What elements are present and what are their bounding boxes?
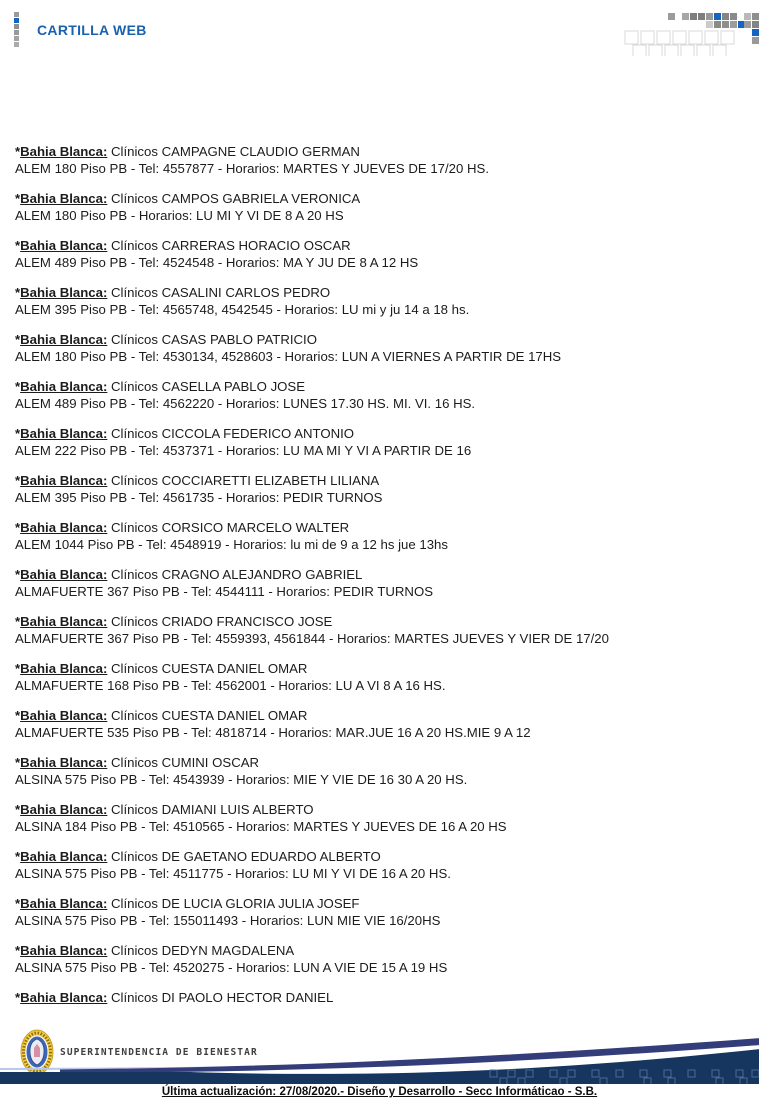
provider-entry xyxy=(15,378,749,412)
last-update-line: Última actualización: 27/08/2020.- Diseño y Desarrollo - Secc Informáticao - S.B. xyxy=(161,1086,598,1098)
entry-title: Clínicos CUESTA DANIEL OMAR xyxy=(107,661,308,676)
entry-details: ALEM 180 Piso PB - Horarios: LU MI Y VI DE 8 A 20 HS xyxy=(15,208,344,223)
entry-title: Clínicos CICCOLA FEDERICO ANTONIO xyxy=(107,426,355,441)
provider-entry xyxy=(15,660,749,694)
entry-heading xyxy=(15,613,749,630)
entry-title: Clínicos CRAGNO ALEJANDRO GABRIEL xyxy=(107,567,363,582)
entry-title: Clínicos CAMPAGNE CLAUDIO GERMAN xyxy=(107,144,360,159)
entry-title: Clínicos CAMPOS GABRIELA VERONICA xyxy=(107,191,361,206)
entry-location: Bahia Blanca: xyxy=(20,473,108,488)
entry-details: ALSINA 184 Piso PB - Tel: 4510565 - Horarios: MARTES Y JUEVES DE 16 A 20 HS xyxy=(15,819,507,834)
provider-entry xyxy=(15,425,749,459)
entry-heading xyxy=(15,566,749,583)
entry-prefix: * xyxy=(15,943,21,958)
entry-location: Bahia Blanca: xyxy=(20,661,108,676)
entry-title: Clínicos CASALINI CARLOS PEDRO xyxy=(107,285,331,300)
entry-prefix: * xyxy=(15,144,21,159)
entry-prefix: * xyxy=(15,285,21,300)
entry-prefix: * xyxy=(15,191,21,206)
entry-location: Bahia Blanca: xyxy=(20,379,108,394)
header-square-strip-decoration xyxy=(13,12,20,52)
entry-location: Bahia Blanca: xyxy=(20,144,108,159)
entry-location: Bahia Blanca: xyxy=(20,896,108,911)
provider-entry xyxy=(15,143,749,177)
entry-location: Bahia Blanca: xyxy=(20,285,108,300)
entry-title: Clínicos CRIADO FRANCISCO JOSE xyxy=(107,614,333,629)
entry-prefix: * xyxy=(15,802,21,817)
provider-entry xyxy=(15,848,749,882)
entry-heading xyxy=(15,801,749,818)
entry-details: ALMAFUERTE 168 Piso PB - Tel: 4562001 - Horarios: LU A VI 8 A 16 HS. xyxy=(15,678,446,693)
provider-entry xyxy=(15,754,749,788)
entry-prefix: * xyxy=(15,238,21,253)
entry-heading xyxy=(15,143,749,160)
entry-prefix: * xyxy=(15,520,21,535)
provider-entry xyxy=(15,519,749,553)
entry-details: ALEM 1044 Piso PB - Tel: 4548919 - Horarios: lu mi de 9 a 12 hs jue 13hs xyxy=(15,537,448,552)
entry-heading xyxy=(15,895,749,912)
entry-heading xyxy=(15,989,749,1006)
entry-title: Clínicos CASAS PABLO PATRICIO xyxy=(107,332,317,347)
entry-heading xyxy=(15,707,749,724)
entry-details: ALSINA 575 Piso PB - Tel: 4520275 - Horarios: LUN A VIE DE 15 A 19 HS xyxy=(15,960,448,975)
entry-prefix: * xyxy=(15,755,21,770)
entry-prefix: * xyxy=(15,896,21,911)
provider-entry xyxy=(15,942,749,976)
entry-details: ALEM 489 Piso PB - Tel: 4524548 - Horarios: MA Y JU DE 8 A 12 HS xyxy=(15,255,419,270)
entry-heading xyxy=(15,425,749,442)
entry-details: ALEM 489 Piso PB - Tel: 4562220 - Horarios: LUNES 17.30 HS. MI. VI. 16 HS. xyxy=(15,396,476,411)
provider-entry xyxy=(15,237,749,271)
entry-location: Bahia Blanca: xyxy=(20,238,108,253)
entry-heading xyxy=(15,754,749,771)
entry-heading xyxy=(15,378,749,395)
entry-prefix: * xyxy=(15,332,21,347)
provider-list xyxy=(15,143,749,1019)
provider-entry xyxy=(15,331,749,365)
entry-title: Clínicos DEDYN MAGDALENA xyxy=(107,943,295,958)
entry-location: Bahia Blanca: xyxy=(20,802,108,817)
entry-prefix: * xyxy=(15,567,21,582)
entry-title: Clínicos DE GAETANO EDUARDO ALBERTO xyxy=(107,849,381,864)
entry-title: Clínicos CARRERAS HORACIO OSCAR xyxy=(107,238,351,253)
entry-details: ALEM 395 Piso PB - Tel: 4565748, 4542545 - Horarios: LU mi y ju 14 a 18 hs. xyxy=(15,302,470,317)
entry-heading xyxy=(15,848,749,865)
provider-entry xyxy=(15,566,749,600)
entry-title: Clínicos CASELLA PABLO JOSE xyxy=(107,379,306,394)
org-name: SUPERINTENDENCIA DE BIENESTAR xyxy=(60,1047,258,1058)
entry-details: ALEM 222 Piso PB - Tel: 4537371 - Horarios: LU MA MI Y VI A PARTIR DE 16 xyxy=(15,443,472,458)
entry-details: ALSINA 575 Piso PB - Tel: 155011493 - Horarios: LUN MIE VIE 16/20HS xyxy=(15,913,441,928)
entry-title: Clínicos DE LUCIA GLORIA JULIA JOSEF xyxy=(107,896,360,911)
entry-heading xyxy=(15,190,749,207)
provider-entry xyxy=(15,707,749,741)
entry-prefix: * xyxy=(15,379,21,394)
entry-title: Clínicos DAMIANI LUIS ALBERTO xyxy=(107,802,314,817)
entry-details: ALEM 180 Piso PB - Tel: 4530134, 4528603 - Horarios: LUN A VIERNES A PARTIR DE 17HS xyxy=(15,349,562,364)
entry-location: Bahia Blanca: xyxy=(20,426,108,441)
entry-location: Bahia Blanca: xyxy=(20,567,108,582)
entry-title: Clínicos DI PAOLO HECTOR DANIEL xyxy=(107,990,334,1005)
provider-entry xyxy=(15,801,749,835)
entry-location: Bahia Blanca: xyxy=(20,708,108,723)
entry-title: Clínicos CORSICO MARCELO WALTER xyxy=(107,520,350,535)
provider-entry xyxy=(15,895,749,929)
entry-title: Clínicos CUMINI OSCAR xyxy=(107,755,260,770)
entry-details: ALSINA 575 Piso PB - Tel: 4543939 - Horarios: MIE Y VIE DE 16 30 A 20 HS. xyxy=(15,772,468,787)
entry-details: ALMAFUERTE 367 Piso PB - Tel: 4544111 - Horarios: PEDIR TURNOS xyxy=(15,584,433,599)
provider-entry xyxy=(15,190,749,224)
entry-location: Bahia Blanca: xyxy=(20,849,108,864)
page-title: CARTILLA WEB xyxy=(37,22,147,38)
entry-location: Bahia Blanca: xyxy=(20,943,108,958)
entry-details: ALSINA 575 Piso PB - Tel: 4511775 - Horarios: LU MI Y VI DE 16 A 20 HS. xyxy=(15,866,451,881)
entry-heading xyxy=(15,284,749,301)
entry-details: ALEM 180 Piso PB - Tel: 4557877 - Horarios: MARTES Y JUEVES DE 17/20 HS. xyxy=(15,161,489,176)
entry-prefix: * xyxy=(15,849,21,864)
provider-entry xyxy=(15,284,749,318)
entry-prefix: * xyxy=(15,473,21,488)
provider-entry xyxy=(15,613,749,647)
provider-entry xyxy=(15,989,749,1006)
entry-details: ALEM 395 Piso PB - Tel: 4561735 - Horarios: PEDIR TURNOS xyxy=(15,490,383,505)
entry-location: Bahia Blanca: xyxy=(20,332,108,347)
entry-title: Clínicos CUESTA DANIEL OMAR xyxy=(107,708,308,723)
entry-prefix: * xyxy=(15,990,21,1005)
entry-details: ALMAFUERTE 535 Piso PB - Tel: 4818714 - Horarios: MAR.JUE 16 A 20 HS.MIE 9 A 12 xyxy=(15,725,531,740)
entry-heading xyxy=(15,660,749,677)
entry-prefix: * xyxy=(15,426,21,441)
provider-entry xyxy=(15,472,749,506)
entry-heading xyxy=(15,237,749,254)
footer-swoosh-decoration xyxy=(0,1030,759,1084)
entry-prefix: * xyxy=(15,708,21,723)
entry-location: Bahia Blanca: xyxy=(20,191,108,206)
entry-heading xyxy=(15,331,749,348)
entry-heading xyxy=(15,942,749,959)
entry-heading xyxy=(15,472,749,489)
pixel-mosaic-decoration xyxy=(623,4,759,56)
entry-heading xyxy=(15,519,749,536)
entry-prefix: * xyxy=(15,614,21,629)
entry-location: Bahia Blanca: xyxy=(20,614,108,629)
entry-prefix: * xyxy=(15,661,21,676)
entry-title: Clínicos COCCIARETTI ELIZABETH LILIANA xyxy=(107,473,380,488)
entry-details: ALMAFUERTE 367 Piso PB - Tel: 4559393, 4561844 - Horarios: MARTES JUEVES Y VIER DE 17/20 xyxy=(15,631,609,646)
entry-location: Bahia Blanca: xyxy=(20,520,108,535)
entry-location: Bahia Blanca: xyxy=(20,755,108,770)
entry-location: Bahia Blanca: xyxy=(20,990,108,1005)
